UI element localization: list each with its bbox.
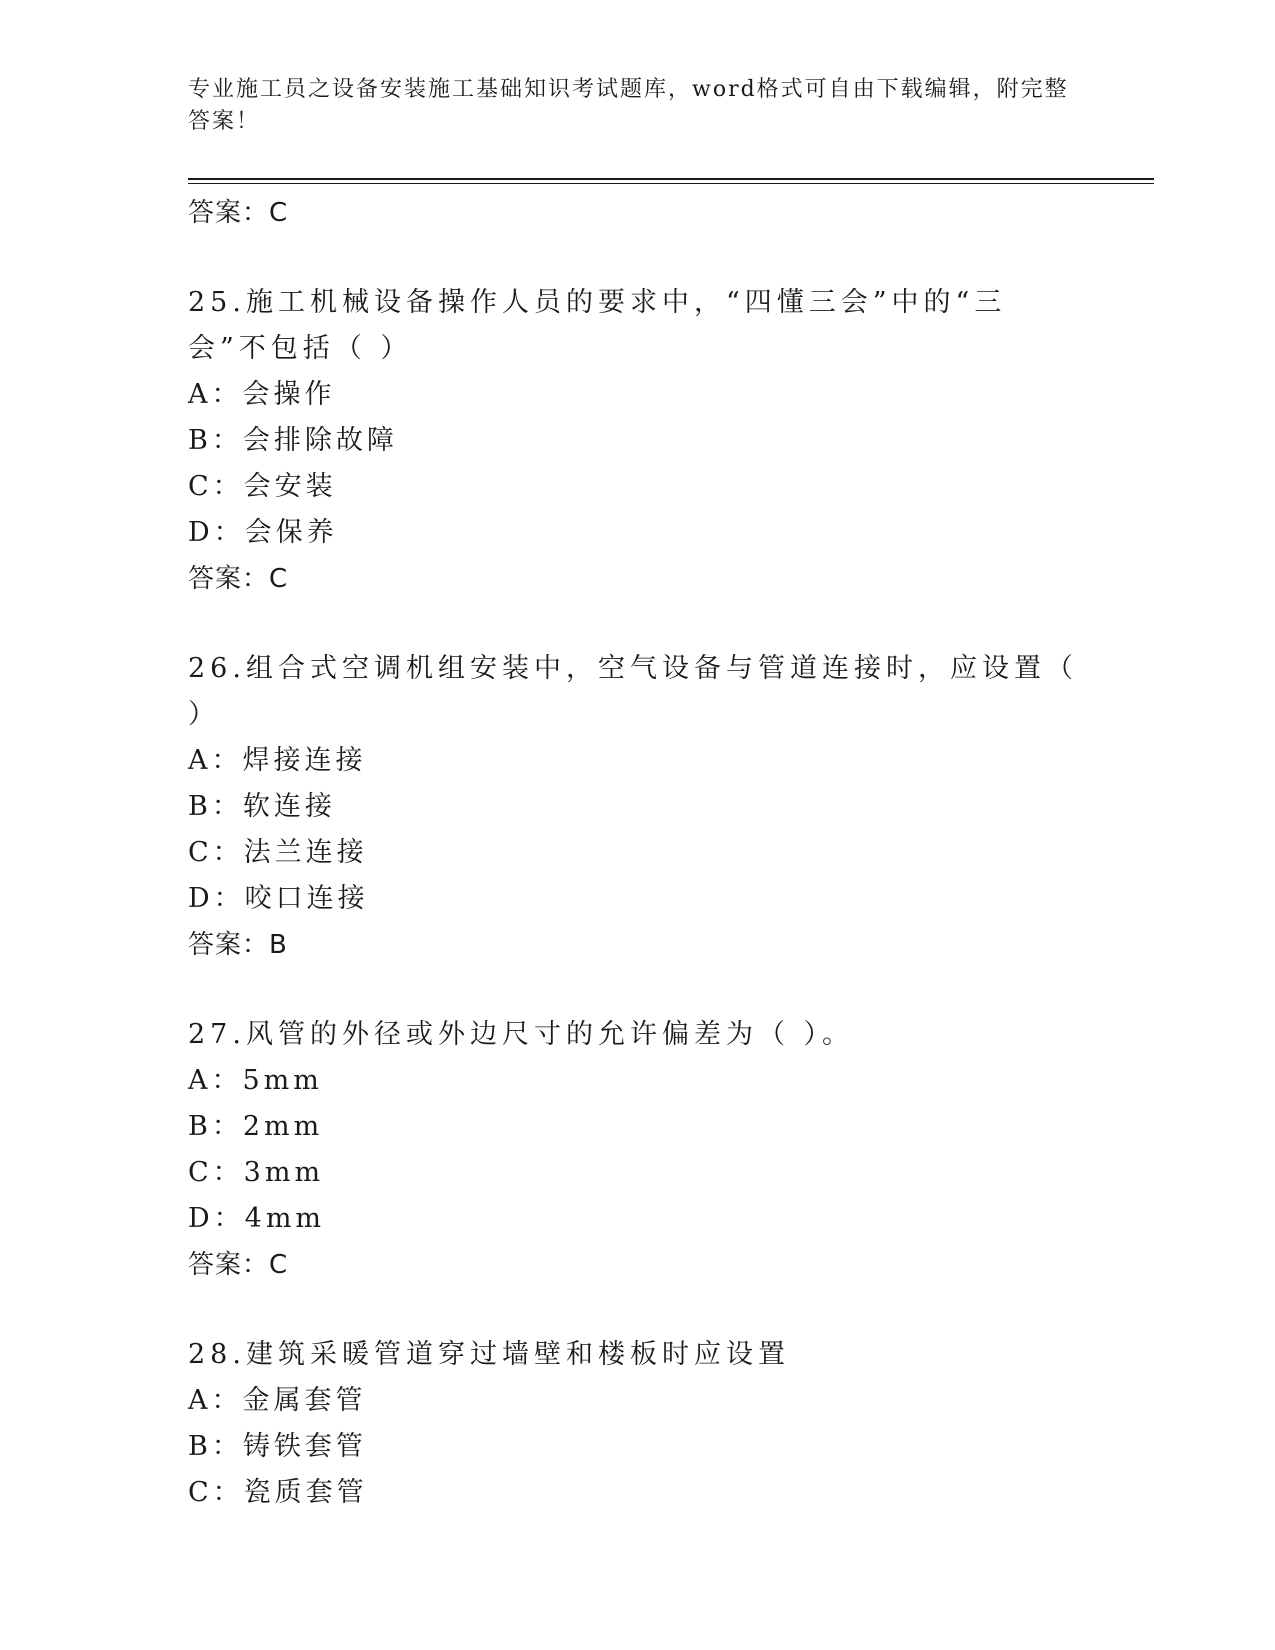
- option-c: C：瓷质套管: [188, 1477, 368, 1508]
- option-a: A：会操作: [188, 379, 336, 410]
- option-b: B：软连接: [188, 791, 336, 822]
- answer-line: 答案：B: [188, 930, 288, 960]
- option-b: B：2mm: [188, 1111, 324, 1142]
- question-text: 27.风管的外径或外边尺寸的允许偏差为（ ）。: [188, 1019, 855, 1050]
- option-a: A：5mm: [188, 1065, 323, 1096]
- option-b: B：会排除故障: [188, 425, 398, 456]
- question-text: 28.建筑采暖管道穿过墙壁和楼板时应设置: [188, 1339, 790, 1370]
- header-note: 专业施工员之设备安装施工基础知识考试题库，word格式可自由下载编辑，附完整答案！: [188, 77, 1069, 134]
- question-block: [188, 1012, 1088, 1288]
- option-b: B：铸铁套管: [188, 1431, 367, 1462]
- option-c: C：法兰连接: [188, 837, 368, 868]
- header-rule-thick: [188, 178, 1154, 180]
- option-a: A：金属套管: [188, 1385, 367, 1416]
- option-c: C：3mm: [188, 1157, 325, 1188]
- option-d: D：咬口连接: [188, 883, 369, 914]
- option-a: A：焊接连接: [188, 745, 367, 776]
- option-c: C：会安装: [188, 471, 337, 502]
- question-text: 26.组合式空调机组安装中，空气设备与管道连接时，应设置（ ）: [188, 653, 1078, 730]
- question-block: [188, 646, 1088, 968]
- question-text: 25.施工机械设备操作人员的要求中，“四懂三会”中的“三会”不包括（ ）: [188, 287, 1007, 364]
- answer-line: 答案：C: [188, 1250, 289, 1280]
- option-d: D：会保养: [188, 517, 338, 548]
- previous-answer: 答案：C: [188, 198, 289, 228]
- answer-line: 答案：C: [188, 564, 289, 594]
- header-rule-thin: [188, 183, 1154, 184]
- question-block: [188, 1332, 1088, 1516]
- question-list: [188, 190, 1088, 1516]
- question-block: [188, 280, 1088, 602]
- option-d: D：4mm: [188, 1203, 326, 1234]
